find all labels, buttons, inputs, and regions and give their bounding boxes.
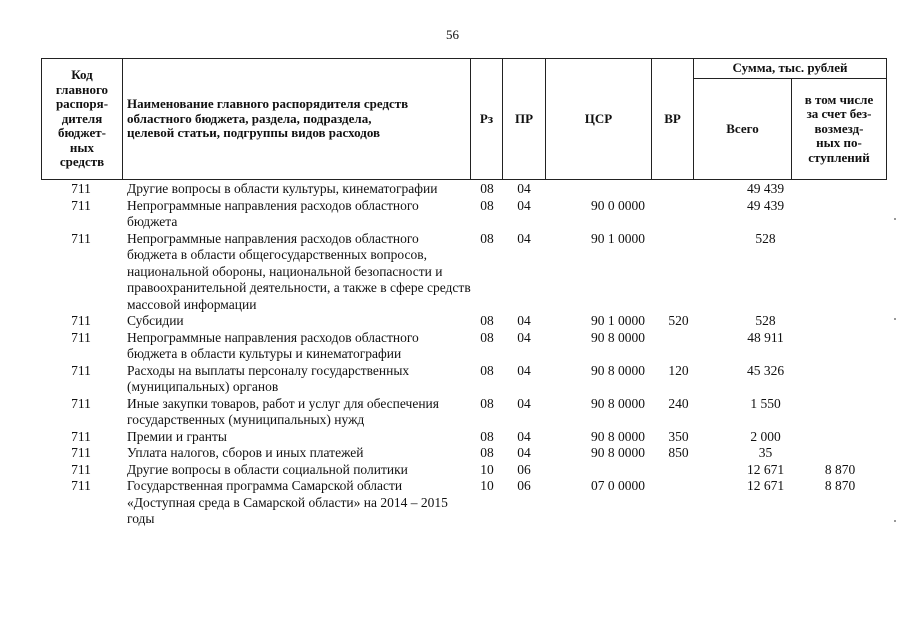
cell-csr: 90 8 0000 — [591, 362, 645, 378]
cell-csr: 90 1 0000 — [591, 230, 645, 246]
cell-csr: 90 8 0000 — [591, 395, 645, 411]
cell-vr: 850 — [668, 445, 689, 460]
table-row — [41, 363, 887, 396]
cell-total: 2 000 — [750, 428, 781, 444]
cell-name: Уплата налогов, сборов и иных платежей — [127, 445, 364, 460]
cell-total: 528 — [755, 313, 776, 328]
cell-pr: 04 — [517, 395, 531, 411]
scan-speck — [894, 318, 896, 320]
cell-code: 711 — [71, 329, 91, 345]
cell-total: 45 326 — [746, 362, 785, 378]
table-row — [41, 445, 887, 462]
table-row — [41, 231, 887, 314]
table-row — [41, 198, 887, 231]
cell-code: 711 — [71, 181, 91, 196]
cell-pr: 04 — [517, 362, 531, 378]
cell-vr: 350 — [668, 428, 689, 444]
header-csr: ЦСР — [584, 110, 613, 126]
cell-name: Непрограммные направления расходов областного бюджета — [127, 197, 419, 229]
cell-name: Субсидии — [127, 313, 184, 328]
scan-speck — [894, 218, 896, 220]
cell-total: 528 — [755, 230, 776, 246]
cell-rz: 08 — [480, 362, 494, 378]
table-row — [41, 462, 887, 479]
cell-rz: 08 — [480, 428, 494, 444]
cell-rz: 10 — [480, 478, 494, 493]
cell-code: 711 — [71, 362, 91, 378]
table-row — [41, 181, 887, 198]
header-pr: ПР — [514, 110, 534, 126]
cell-rz: 10 — [480, 461, 494, 477]
cell-name: Премии и гранты — [127, 428, 227, 444]
cell-pr: 04 — [517, 197, 531, 213]
cell-code: 711 — [71, 478, 91, 493]
header-rz: Рз — [479, 110, 494, 126]
cell-rz: 08 — [480, 230, 494, 246]
cell-vr: 520 — [668, 313, 689, 328]
cell-pr: 06 — [517, 478, 531, 493]
cell-name: Другие вопросы в области культуры, кинематографии — [127, 181, 438, 196]
cell-rz: 08 — [480, 329, 494, 345]
table-row — [41, 396, 887, 429]
header-code: Код главного распоря- дителя бюджет- ных средств — [55, 67, 109, 170]
cell-name: Расходы на выплаты персоналу государственных (муниципальных) органов — [127, 362, 410, 394]
cell-code: 711 — [71, 313, 91, 328]
cell-code: 711 — [71, 395, 91, 411]
cell-vr: 240 — [668, 395, 689, 411]
cell-code: 711 — [71, 461, 91, 477]
table-body — [41, 181, 887, 528]
cell-pr: 04 — [517, 313, 531, 328]
cell-csr: 07 0 0000 — [591, 478, 645, 493]
cell-name: Иные закупки товаров, работ и услуг для обеспечения государственных (муниципальных) нужд — [127, 395, 439, 427]
cell-rz: 08 — [480, 313, 494, 328]
cell-code: 711 — [71, 197, 91, 213]
cell-name: Государственная программа Самарской области «Доступная среда в Самарской области» на 2014 – 2015 годы — [127, 478, 448, 526]
cell-total: 48 911 — [747, 329, 784, 345]
table-row — [41, 330, 887, 363]
page-number: 56 — [446, 27, 459, 42]
cell-name: Непрограммные направления расходов областного бюджета в области культуры и кинематографии — [127, 329, 419, 361]
cell-pr: 04 — [517, 230, 531, 246]
table-row — [41, 478, 887, 528]
cell-rz: 08 — [480, 445, 494, 460]
cell-csr: 90 0 0000 — [591, 197, 645, 213]
header-vr: ВР — [664, 110, 681, 126]
cell-free: 8 870 — [824, 478, 856, 493]
cell-code: 711 — [71, 445, 91, 460]
cell-rz: 08 — [480, 181, 494, 196]
cell-free: 8 870 — [824, 461, 856, 477]
table-header — [41, 58, 887, 180]
cell-csr: 90 8 0000 — [591, 445, 645, 460]
cell-name: Непрограммные направления расходов областного бюджета в области общегосударственных вопросов, национальной обороны, национальной безопасности и правоохранительной деятельности, а также в сфере средств массовой информации — [127, 230, 471, 312]
table-row — [41, 313, 887, 330]
cell-pr: 04 — [517, 329, 531, 345]
cell-total: 35 — [758, 445, 773, 460]
cell-csr: 90 8 0000 — [591, 428, 645, 444]
header-total: Всего — [726, 120, 759, 136]
cell-code: 711 — [71, 230, 91, 246]
cell-csr: 90 8 0000 — [591, 329, 645, 345]
scan-speck — [894, 520, 896, 522]
cell-rz: 08 — [480, 395, 494, 411]
cell-rz: 08 — [480, 197, 494, 213]
table-row — [41, 429, 887, 446]
header-sum: Сумма, тыс. рублей — [732, 60, 848, 76]
cell-csr: 90 1 0000 — [591, 313, 645, 328]
cell-pr: 04 — [517, 445, 531, 460]
header-name: Наименование главного распорядителя средств областного бюджета, раздела, подраздела, целевой статьи, подгруппы видов расходов — [127, 96, 409, 141]
header-free: в том числе за счет без- возмезд- ных по- ступлений — [804, 91, 874, 165]
cell-total: 12 671 — [746, 478, 785, 493]
cell-total: 1 550 — [750, 395, 781, 411]
cell-name: Другие вопросы в области социальной политики — [127, 461, 408, 477]
cell-pr: 04 — [517, 181, 531, 196]
cell-pr: 06 — [517, 461, 531, 477]
cell-vr: 120 — [668, 362, 689, 378]
cell-pr: 04 — [517, 428, 531, 444]
cell-code: 711 — [71, 428, 91, 444]
cell-total: 12 671 — [746, 461, 785, 477]
cell-total: 49 439 — [746, 197, 785, 213]
cell-total: 49 439 — [746, 181, 785, 196]
